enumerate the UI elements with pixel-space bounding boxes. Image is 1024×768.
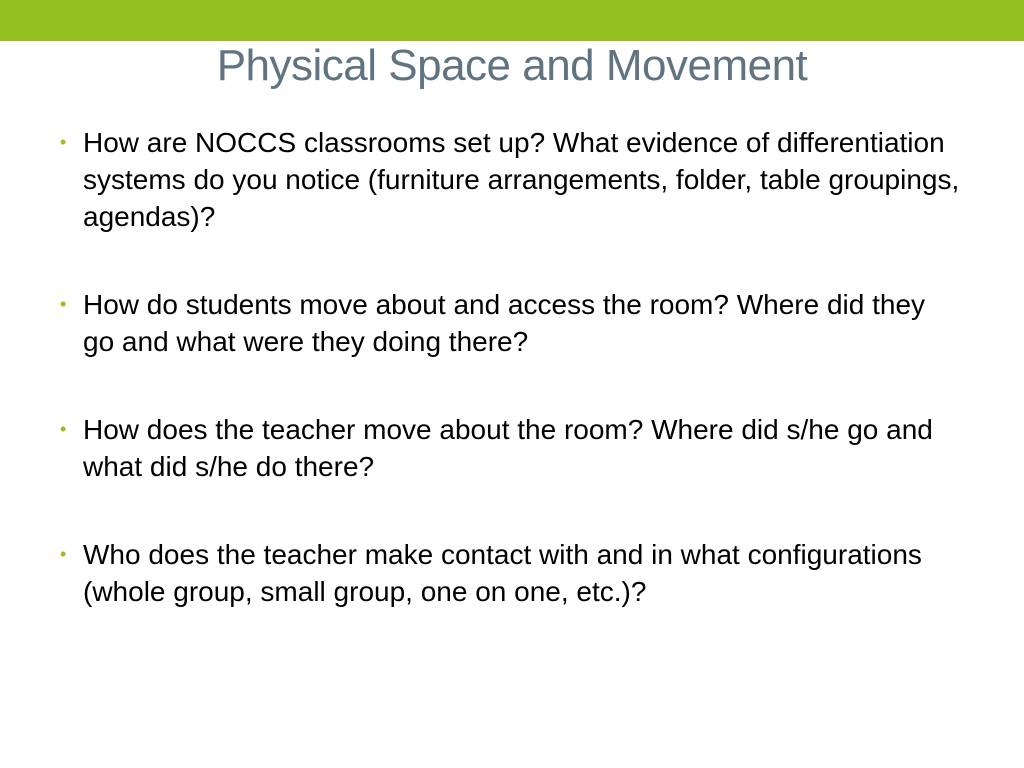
bullet-item: [60, 536, 960, 610]
bullet-list: [60, 124, 960, 661]
bullet-dot-icon: •: [60, 419, 67, 439]
bullet-text: Who does the teacher make contact with and in what configurations (whole group, small group, one on one, etc.)?: [83, 539, 922, 607]
bullet-item: [60, 286, 960, 360]
bullet-text: How are NOCCS classrooms set up? What evidence of differentiation systems do you notice (furniture arrangements, folder, table groupings, agendas)?: [83, 127, 960, 232]
bullet-item: [60, 124, 960, 235]
slide-title: Physical Space and Movement: [216, 41, 808, 90]
bullet-text: How do students move about and access the room? Where did they go and what were they doing there?: [83, 289, 926, 357]
bullet-dot-icon: •: [60, 132, 67, 152]
accent-top-bar: [0, 0, 1024, 41]
bullet-dot-icon: •: [60, 544, 67, 564]
bullet-dot-icon: •: [60, 294, 67, 314]
bullet-text: How does the teacher move about the room? Where did s/he go and what did s/he do there?: [83, 414, 933, 482]
bullet-item: [60, 411, 960, 485]
